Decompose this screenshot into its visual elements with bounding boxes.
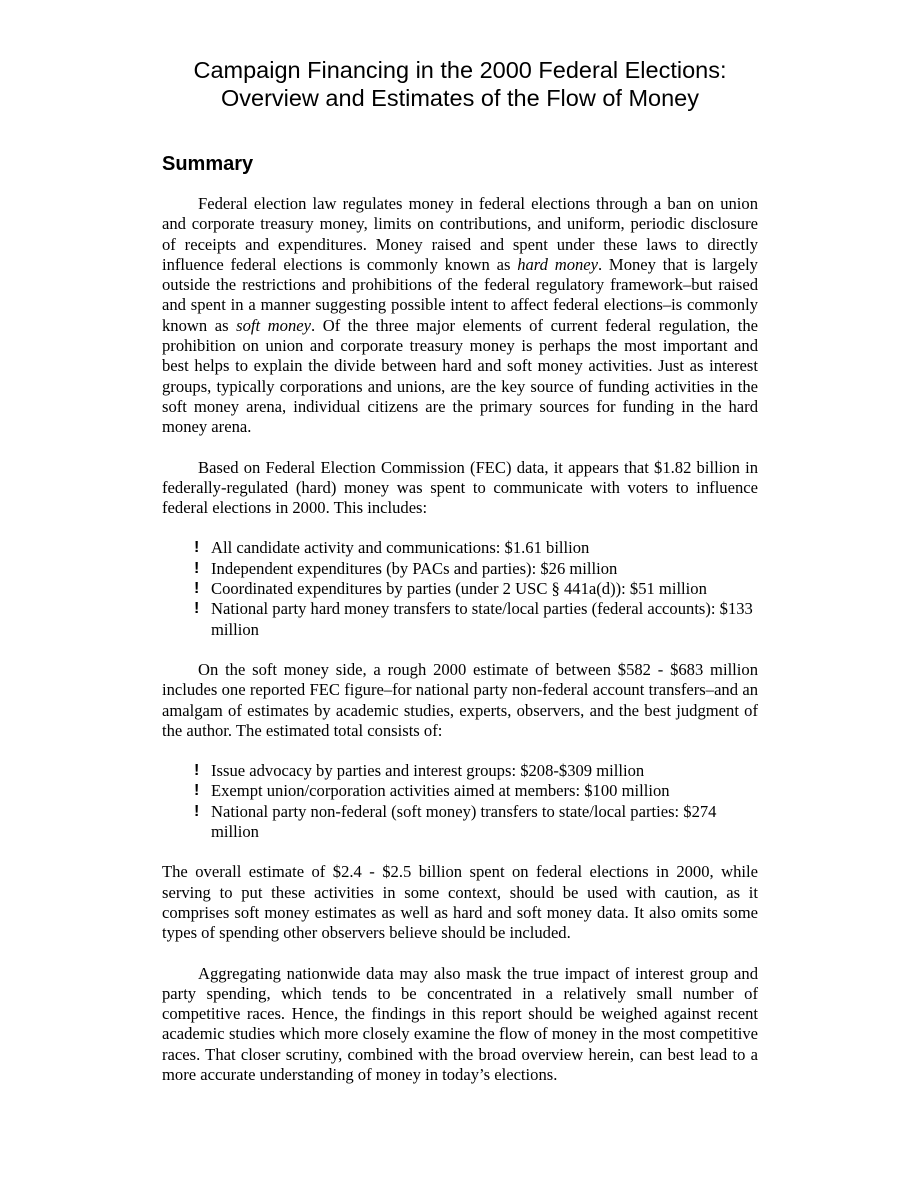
p1-text-b: . Money that is largely outside the restrictions and prohibitions of the federal regulatory framework–but raised and spent in a manner suggesting possible intent to affect federal elections–is commonly known as (162, 254, 758, 335)
p1-text-c: . Of the three major elements of current federal regulation, the prohibition on union and corporate treasury money is perhaps the most important and best helps to explain the divide between hard and soft money activities. Just as interest groups, typically corporations and unions, are the key source of funding activities in the soft money arena, individual citizens are the primary sources for funding in the hard money arena. (162, 315, 759, 437)
document-title (162, 56, 758, 112)
list-item-text: Independent expenditures (by PACs and parties): $26 million (211, 558, 618, 578)
summary-heading: Summary (162, 153, 254, 175)
exclamation-bullet-icon: ! (194, 802, 200, 820)
soft-money-term: soft money (236, 315, 311, 335)
summary-paragraph-4: The overall estimate of $2.4 - $2.5 billion spent on federal elections in 2000, while serving to put these activities in some context, should be used with caution, as it comprises soft money estimates as well as hard and soft money data. It also omits some types of spending other observers believe should be included. (162, 862, 758, 943)
list-item-text: National party non-federal (soft money) transfers to state/local parties: $274 million (211, 801, 717, 842)
summary-paragraph-1 (162, 194, 758, 438)
list-item-text: Issue advocacy by parties and interest groups: $208-$309 million (211, 761, 645, 781)
title-line-2: Overview and Estimates of the Flow of Money (220, 85, 700, 111)
soft-money-list (162, 761, 758, 842)
exclamation-bullet-icon: ! (194, 600, 200, 618)
p1-text-a: Federal election law regulates money in federal elections through a ban on union and corporate treasury money, limits on contributions, and uniform, periodic disclosure of receipts and expenditures. Money raised and spent under these laws to directly influence federal elections is commonly known as (162, 194, 758, 274)
list-item (162, 579, 758, 599)
list-item (162, 761, 758, 781)
list-item-text: Coordinated expenditures by parties (under 2 USC § 441a(d)): $51 million (211, 579, 707, 599)
list-item (162, 599, 758, 640)
document-page (162, 56, 758, 1085)
list-item-text: Exempt union/corporation activities aimed at members: $100 million (211, 781, 670, 801)
exclamation-bullet-icon: ! (194, 782, 200, 800)
list-item-text: All candidate activity and communications: $1.61 billion (211, 538, 590, 558)
summary-paragraph-2: Based on Federal Election Commission (FEC) data, it appears that $1.82 billion in federally-regulated (hard) money was spent to communicate with voters to influence federal elections in 2000. This includes: (162, 457, 758, 518)
list-item (162, 781, 758, 801)
title-line-1: Campaign Financing in the 2000 Federal Elections: (193, 57, 727, 83)
exclamation-bullet-icon: ! (194, 539, 200, 557)
hard-money-list (162, 538, 758, 639)
hard-money-term: hard money (517, 254, 599, 274)
exclamation-bullet-icon: ! (194, 559, 200, 577)
summary-paragraph-3: On the soft money side, a rough 2000 estimate of between $582 - $683 million includes one reported FEC figure–for national party non-federal account transfers–and an amalgam of estimates by academic studies, experts, observers, and the best judgment of the author. The estimated total consists of: (162, 659, 758, 740)
list-item (162, 559, 758, 579)
exclamation-bullet-icon: ! (194, 762, 200, 780)
list-item-text: National party hard money transfers to state/local parties (federal accounts): $133 million (211, 599, 753, 639)
list-item (162, 802, 758, 843)
list-item (162, 538, 758, 558)
summary-paragraph-5: Aggregating nationwide data may also mask the true impact of interest group and party spending, which tends to be concentrated in a relatively small number of competitive races. Hence, the findings in this report should be weighed against recent academic studies which more closely examine the flow of money in the most competitive races. That closer scrutiny, combined with the broad overview herein, can best lead to a more accurate understanding of money in today’s elections. (162, 963, 758, 1084)
exclamation-bullet-icon: ! (194, 580, 200, 598)
